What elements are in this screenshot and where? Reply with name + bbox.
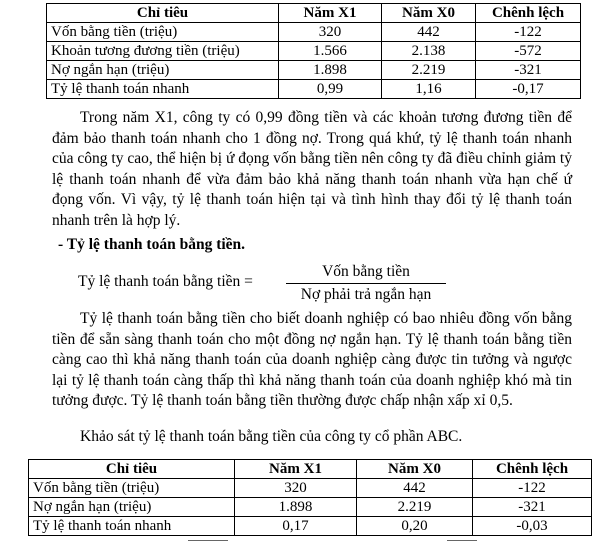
col-header-year-x0: Năm X0 [357, 460, 473, 479]
table-row [47, 61, 581, 80]
table-cell: 1.898 [279, 61, 382, 80]
col-header-year-x1: Năm X1 [235, 460, 357, 479]
table-row [29, 479, 592, 498]
table-intro-text: Khảo sát tỷ lệ thanh toán bằng tiền của công ty cổ phần ABC. [80, 428, 463, 445]
table-cell: Nợ ngắn hạn (triệu) [47, 61, 279, 80]
table-cell: 2.219 [382, 61, 476, 80]
table-cell: Tỷ lệ thanh toán nhanh [29, 517, 235, 536]
table-cell: -0,17 [476, 80, 581, 99]
col-header-year-x1: Năm X1 [279, 4, 382, 23]
cash-ratio-explanation-paragraph: Tỷ lệ thanh toán bằng tiền cho biết doanh nghiệp có bao nhiêu đồng vốn bằng tiền để sẵn sàng thanh toán cho một đồng nợ ngắn hạn. Tỷ lệ thanh toán bằng tiền càng cao thì khả năng thanh toán của doanh nghiệp càng được tin tưởng và ngược lại tỷ lệ thanh toán càng thấp thì khả năng thanh toán của doanh nghiệp khó mà tin tưởng được. Tỷ lệ thanh toán bằng tiền thường được chấp nhận xấp xỉ 0,5. [52, 310, 572, 409]
quick-ratio-analysis-paragraph: Trong năm X1, công ty có 0,99 đồng tiền và các khoản tương đương tiền để đảm bảo thanh toán nhanh cho 1 đồng nợ. Trong quá khứ, tỷ lệ thanh toán nhanh của công ty cao, thể hiện bị ứ đọng vốn bằng tiền nên công ty đã điều chỉnh giảm tỷ lệ thanh toán nhanh để vừa đảm bảo khả năng thanh toán nhanh vừa hạn chế ứ đọng vốn. Vì vậy, tỷ lệ thanh toán hiện tại và tình hình thay đổi tỷ lệ thanh toán nhanh trên là hợp lý. [52, 109, 572, 229]
table-header-row [29, 460, 592, 479]
table-header-row [47, 4, 581, 23]
table-cell: 1.566 [279, 42, 382, 61]
table-row [47, 42, 581, 61]
table-cell: 442 [382, 23, 476, 42]
table-cell: 442 [357, 479, 473, 498]
table-row [29, 517, 592, 536]
fraction-bar [286, 283, 446, 284]
formula-numerator: Vốn bằng tiền [322, 263, 410, 280]
formula-lhs: Tỷ lệ thanh toán bằng tiền = [78, 273, 253, 290]
cash-ratio-formula [78, 262, 498, 306]
formula-denominator: Nợ phải trả ngắn hạn [300, 286, 432, 303]
cash-ratio-table [28, 459, 592, 536]
table-cell: -122 [473, 479, 592, 498]
table-cell: Tỷ lệ thanh toán nhanh [47, 80, 279, 99]
table-cell: -572 [476, 42, 581, 61]
table-row [47, 23, 581, 42]
table-cell: -321 [476, 61, 581, 80]
table-cell: 320 [279, 23, 382, 42]
page-cut-mark [188, 540, 228, 546]
col-header-year-x0: Năm X0 [382, 4, 476, 23]
table-cell: 0,20 [357, 517, 473, 536]
table-cell: Khoản tương đương tiền (triệu) [47, 42, 279, 61]
col-header-indicator: Chỉ tiêu [29, 460, 235, 479]
col-header-indicator: Chỉ tiêu [47, 4, 279, 23]
formula-fraction [286, 262, 446, 305]
table-row [29, 498, 592, 517]
table-cell: -0,03 [473, 517, 592, 536]
table-cell: 2.138 [382, 42, 476, 61]
section-heading: - Tỷ lệ thanh toán bằng tiền. [58, 236, 246, 253]
table-cell: -122 [476, 23, 581, 42]
table-cell: 0,17 [235, 517, 357, 536]
table-cell: Nợ ngắn hạn (triệu) [29, 498, 235, 517]
quick-ratio-table [46, 3, 581, 99]
table-row [47, 80, 581, 99]
table-cell: 0,99 [279, 80, 382, 99]
col-header-difference: Chênh lệch [476, 4, 581, 23]
table-cell: -321 [473, 498, 592, 517]
table-cell: 320 [235, 479, 357, 498]
table-cell: Vốn bằng tiền (triệu) [47, 23, 279, 42]
col-header-difference: Chênh lệch [473, 460, 592, 479]
page-cut-mark [447, 540, 477, 546]
table-cell: 1.898 [235, 498, 357, 517]
table-cell: Vốn bằng tiền (triệu) [29, 479, 235, 498]
table-cell: 2.219 [357, 498, 473, 517]
table-cell: 1,16 [382, 80, 476, 99]
